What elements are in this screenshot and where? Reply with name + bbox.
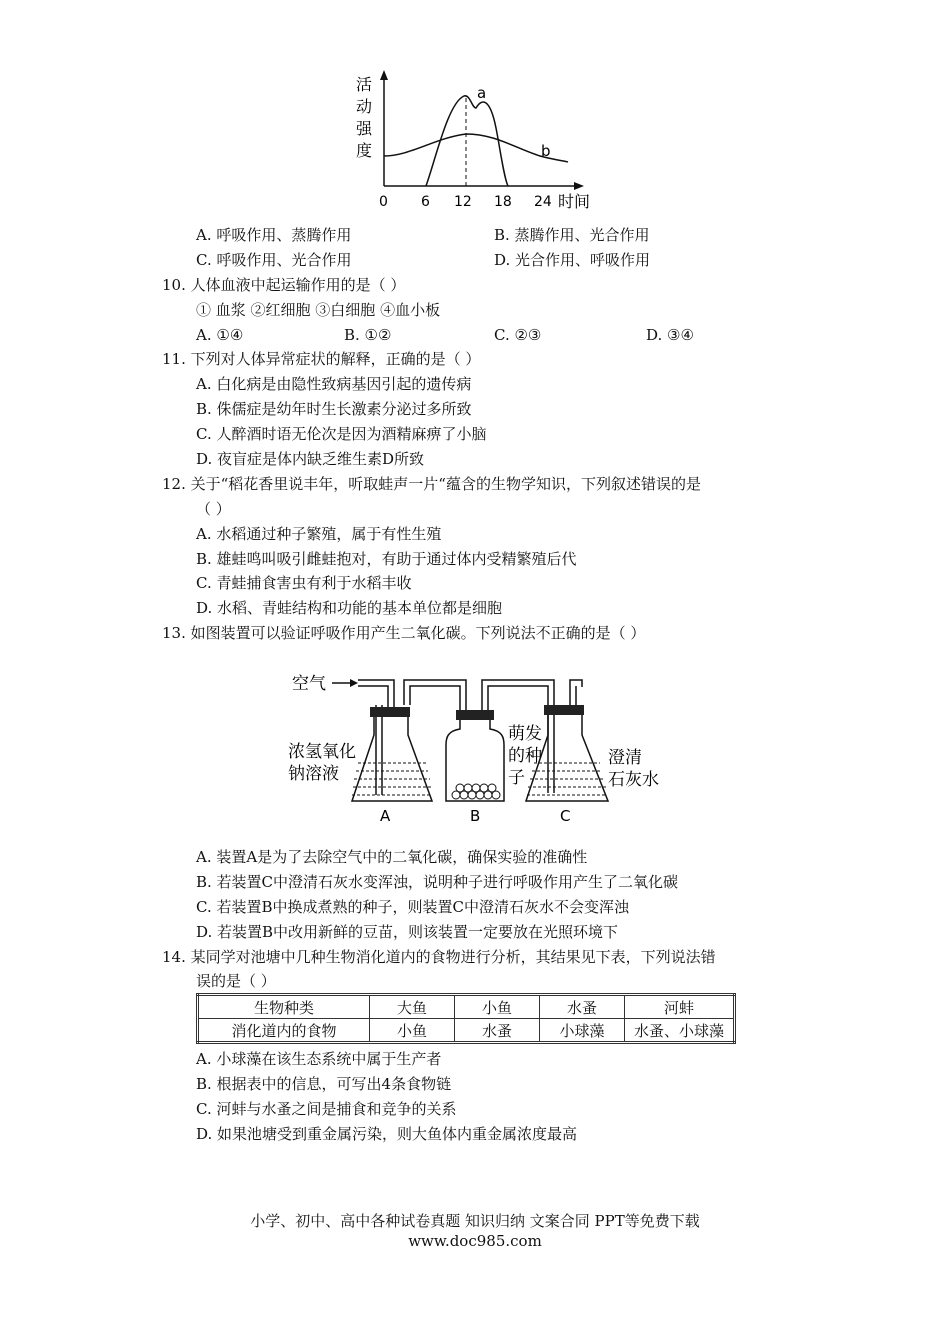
diagram-limewater-label-1: 澄清 (608, 748, 642, 768)
table-row (198, 1019, 735, 1043)
table-cell: 小鱼 (455, 995, 540, 1019)
q10-option-c: C. ②③ (494, 326, 542, 344)
diagram-label-c: C (560, 807, 571, 825)
q14-option-a: A. 小球藻在该生态系统中属于生产者 (196, 1050, 442, 1068)
q10-option-a: A. ①④ (196, 326, 244, 344)
diagram-label-b: B (470, 807, 481, 825)
q10-option-d: D. ③④ (646, 326, 694, 344)
q12-option-a: A. 水稻通过种子繁殖，属于有性生殖 (196, 525, 442, 543)
diagram-limewater-label-2: 石灰水 (608, 770, 659, 790)
graph-y-arrow (380, 70, 388, 80)
diagram-air-arrowhead (350, 679, 358, 687)
diagram-seed-label-2: 的种 (508, 746, 542, 766)
q11-option-c: C. 人醉酒时语无伦次是因为酒精麻痹了小脑 (196, 425, 487, 443)
table-cell: 小鱼 (370, 1019, 455, 1043)
table-cell: 水蚤、小球藻 (625, 1019, 735, 1043)
q11-option-b: B. 侏儒症是幼年时生长激素分泌过多所致 (196, 400, 472, 418)
q9-option-a: A. 呼吸作用、蒸腾作用 (196, 226, 352, 244)
table-cell: 小球藻 (540, 1019, 625, 1043)
diagram-tubes (358, 680, 582, 795)
q13-stem: 13. 如图装置可以验证呼吸作用产生二氧化碳。下列说法不正确的是（ ） (162, 624, 646, 642)
q12-option-d: D. 水稻、青蛙结构和功能的基本单位都是细胞 (196, 599, 503, 617)
q12-option-b: B. 雄蛙鸣叫吸引雌蛙抱对，有助于通过体内受精繁殖后代 (196, 550, 577, 568)
graph-x-tick-18: 18 (494, 194, 512, 210)
q13-option-b: B. 若装置C中澄清石灰水变浑浊，说明种子进行呼吸作用产生了二氧化碳 (196, 873, 679, 891)
table-cell: 消化道内的食物 (198, 1019, 370, 1043)
footer-website-link[interactable]: www.doc985.com (408, 1232, 542, 1250)
q14-option-b: B. 根据表中的信息，可写出4条食物链 (196, 1075, 452, 1093)
respiration-apparatus-diagram (286, 665, 686, 827)
food-analysis-table (196, 993, 736, 1044)
graph-y-label-3: 强 (356, 119, 373, 138)
table-cell: 水蚤 (540, 995, 625, 1019)
graph-x-label: 时间 (558, 192, 591, 211)
q12-stem: 12. 关于“稻花香里说丰年，听取蛙声一片“蕴含的生物学知识，下列叙述错误的是 (162, 475, 701, 493)
q13-option-d: D. 若装置B中改用新鲜的豆苗，则该装置一定要放在光照环境下 (196, 923, 619, 941)
graph-x-tick-0: 0 (379, 194, 388, 210)
graph-x-arrow (574, 182, 584, 190)
graph-curve-b-label: b (541, 142, 551, 160)
q11-option-d: D. 夜盲症是体内缺乏维生素D所致 (196, 450, 425, 468)
graph-x-tick-24: 24 (534, 194, 552, 210)
q11-stem: 11. 下列对人体异常症状的解释，正确的是（ ） (162, 350, 481, 368)
activity-graph (340, 68, 610, 218)
graph-y-label-1: 活 (356, 75, 373, 94)
table-row (198, 995, 735, 1019)
q10-option-b: B. ①② (344, 326, 392, 344)
graph-x-tick-12: 12 (454, 194, 472, 210)
q12-option-c: C. 青蛙捕食害虫有利于水稻丰收 (196, 574, 412, 592)
diagram-naoh-label-2: 钠溶液 (288, 764, 339, 784)
table-cell: 大鱼 (370, 995, 455, 1019)
q9-option-b: B. 蒸腾作用、光合作用 (494, 226, 650, 244)
table-cell: 生物种类 (198, 995, 370, 1019)
graph-y-label-4: 度 (356, 141, 373, 160)
q14-stem-cont: 误的是（ ） (196, 972, 276, 990)
footer-promo-text: 小学、初中、高中各种试卷真题 知识归纳 文案合同 PPT等免费下载 (250, 1212, 700, 1230)
q12-stem-paren: （ ） (196, 500, 231, 518)
q13-option-a: A. 装置A是为了去除空气中的二氧化碳，确保实验的准确性 (196, 848, 588, 866)
q10-items: ① 血浆 ②红细胞 ③白细胞 ④血小板 (196, 301, 441, 319)
q9-option-c: C. 呼吸作用、光合作用 (196, 251, 352, 269)
q11-option-a: A. 白化病是由隐性致病基因引起的遗传病 (196, 375, 472, 393)
diagram-seed-label-3: 子 (508, 768, 525, 788)
bottle-b (446, 710, 504, 801)
q9-option-d: D. 光合作用、呼吸作用 (494, 251, 651, 269)
table-cell: 河蚌 (625, 995, 735, 1019)
diagram-label-a: A (380, 807, 391, 825)
diagram-naoh-label-1: 浓氢氧化 (288, 742, 356, 762)
diagram-air-label: 空气 (292, 674, 326, 694)
graph-curve-a-label: a (477, 84, 487, 102)
q14-option-c: C. 河蚌与水蚤之间是捕食和竞争的关系 (196, 1100, 457, 1118)
q10-stem: 10. 人体血液中起运输作用的是（ ） (162, 276, 406, 294)
q14-option-d: D. 如果池塘受到重金属污染，则大鱼体内重金属浓度最高 (196, 1125, 578, 1143)
flask-a (352, 707, 432, 801)
q13-option-c: C. 若装置B中换成煮熟的种子，则装置C中澄清石灰水不会变浑浊 (196, 898, 629, 916)
graph-x-tick-6: 6 (421, 194, 430, 210)
diagram-seed-label-1: 萌发 (508, 724, 542, 744)
table-cell: 水蚤 (455, 1019, 540, 1043)
graph-y-label-2: 动 (356, 97, 373, 116)
q14-stem: 14. 某同学对池塘中几种生物消化道内的食物进行分析，其结果见下表，下列说法错 (162, 948, 716, 966)
